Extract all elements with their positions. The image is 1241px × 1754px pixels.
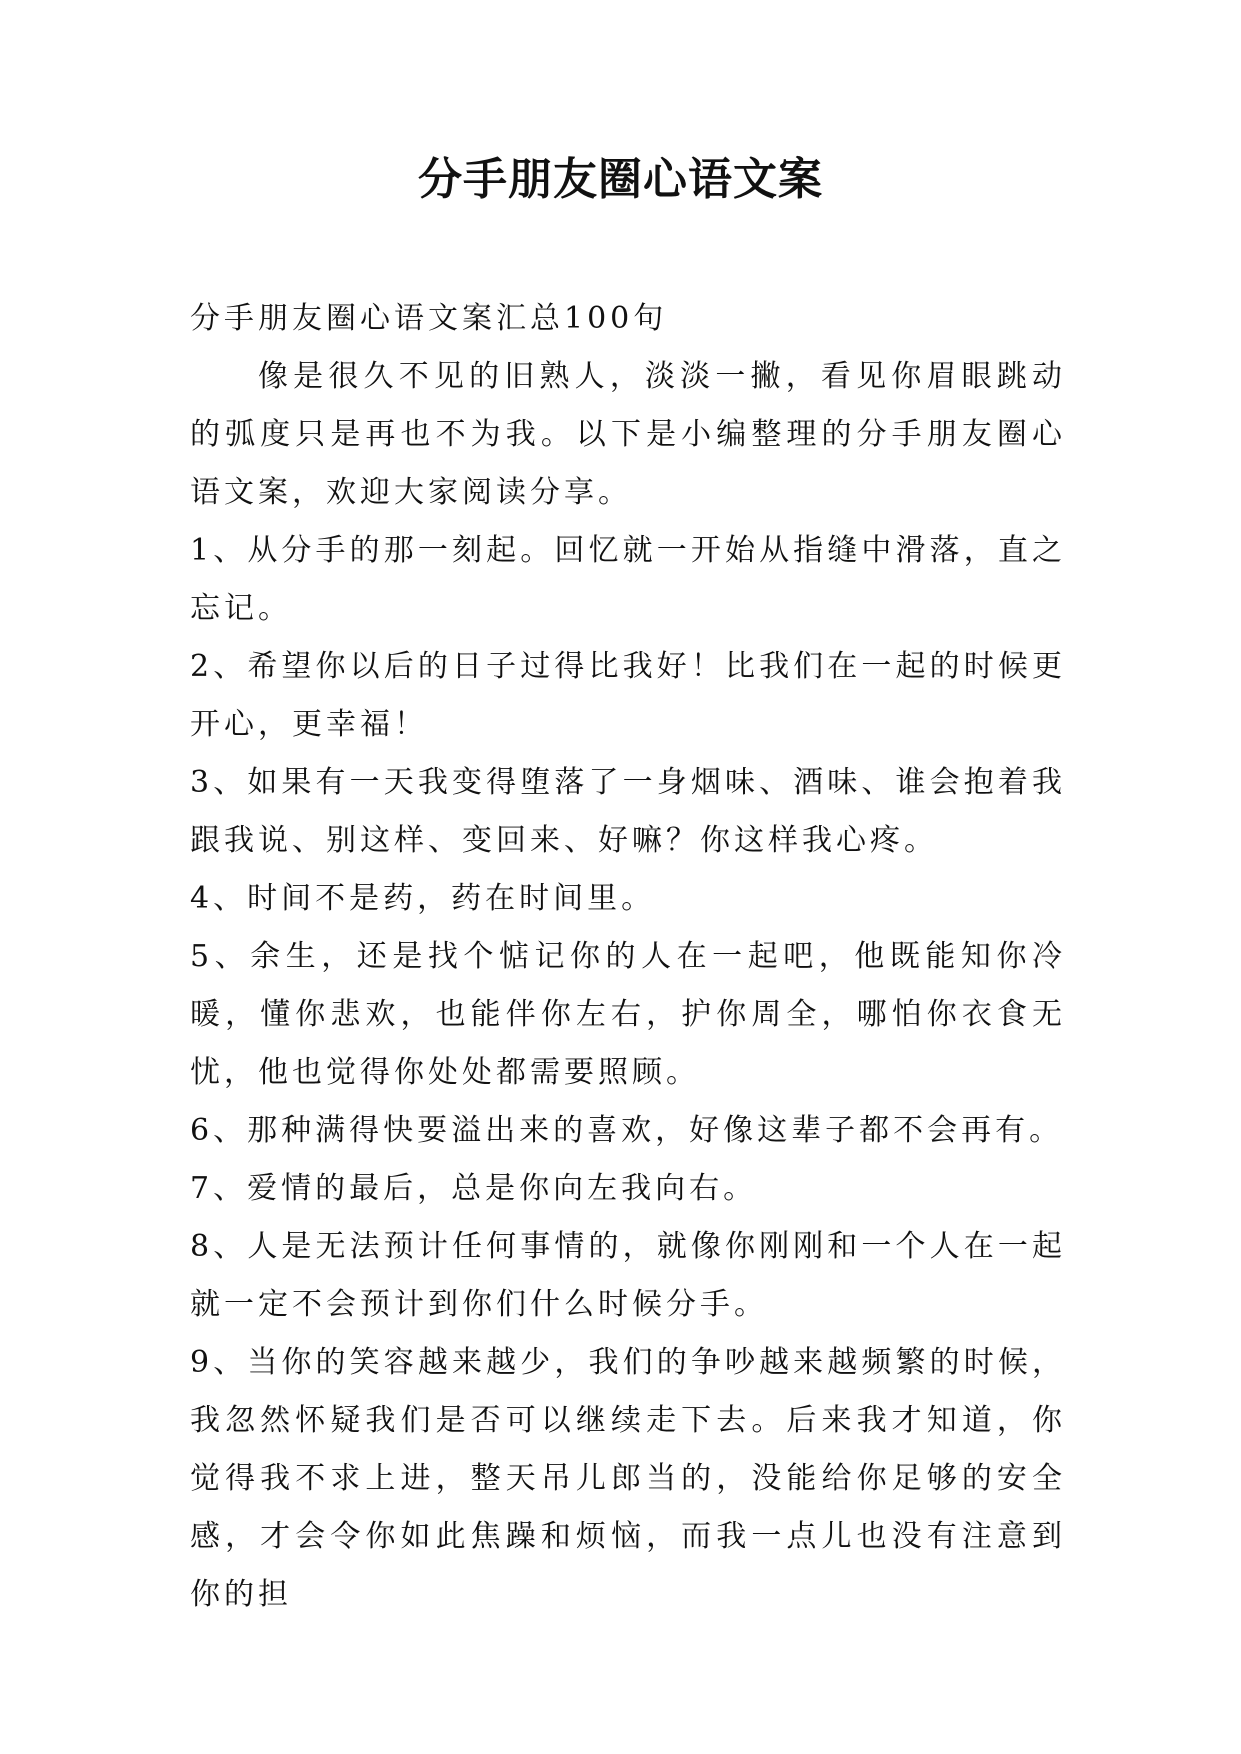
list-item: 8、人是无法预计任何事情的，就像你刚刚和一个人在一起就一定不会预计到你们什么时候分手。: [190, 1229, 1066, 1322]
list-item: 7、爱情的最后，总是你向左我向右。: [190, 1171, 758, 1206]
list-item: 6、那种满得快要溢出来的喜欢，好像这辈子都不会再有。: [190, 1113, 1064, 1148]
list-item: 3、如果有一天我变得堕落了一身烟味、酒味、谁会抱着我跟我说、别这样、变回来、好嘛？你这样我心疼。: [190, 765, 1066, 858]
document-subtitle: 分手朋友圈心语文案汇总100句: [190, 301, 668, 336]
list-item: 4、时间不是药，药在时间里。: [190, 881, 656, 916]
document-title: 分手朋友圈心语文案: [418, 154, 823, 205]
document-body: [190, 290, 1066, 1624]
list-item: 5、余生，还是找个惦记你的人在一起吧，他既能知你冷暖，懂你悲欢，也能伴你左右，护你周全，哪怕你衣食无忧，他也觉得你处处都需要照顾。: [190, 939, 1066, 1090]
list-item: 9、当你的笑容越来越少，我们的争吵越来越频繁的时候，我忽然怀疑我们是否可以继续走下去。后来我才知道，你觉得我不求上进，整天吊儿郎当的，没能给你足够的安全感，才会令你如此焦躁和烦恼，而我一点儿也没有注意到你的担: [190, 1345, 1066, 1612]
intro-paragraph: 像是很久不见的旧熟人，淡淡一撇，看见你眉眼跳动的弧度只是再也不为我。以下是小编整理的分手朋友圈心语文案，欢迎大家阅读分享。: [190, 359, 1066, 510]
list-item: 2、希望你以后的日子过得比我好！比我们在一起的时候更开心，更幸福！: [190, 649, 1066, 742]
list-item: 1、从分手的那一刻起。回忆就一开始从指缝中滑落，直之忘记。: [190, 533, 1066, 626]
